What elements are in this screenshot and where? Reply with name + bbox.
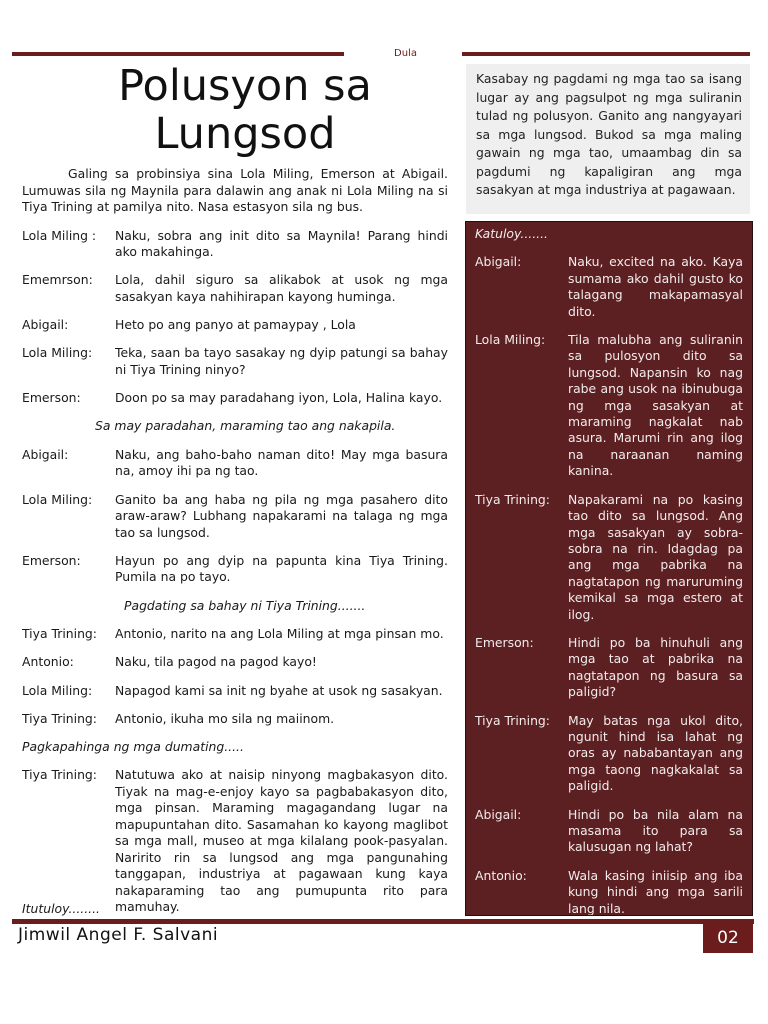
dialogue-block-3 [22, 626, 448, 727]
dialogue-text: Napakarami na po kasing tao dito sa lungsod. Ang mga sasakyan ay sobra-sobra na rin. Idagdag pa ang mga pabrika na nagtatapon ng maruruming kemikal sa mga estero at ilog. [568, 491, 743, 622]
dialogue-block-1 [22, 228, 448, 407]
speaker-name: Lola Miling: [475, 332, 546, 348]
top-rule-right [462, 52, 750, 56]
sidebar-intro-box [466, 64, 750, 214]
dialogue-line [22, 345, 448, 378]
dialogue-text: Ganito ba ang haba ng pila ng mga pasahero dito araw-araw? Lubhang napakarami na talaga ng mga tao sa lungsod. [115, 491, 448, 540]
stage-direction: Pagdating sa bahay ni Tiya Trining....... [124, 597, 366, 613]
dialogue-line [22, 711, 448, 728]
dialogue-line [475, 868, 743, 916]
stage-direction: Sa may paradahan, maraming tao ang nakapila. [95, 418, 396, 434]
speaker-name: Emerson: [22, 552, 81, 568]
speaker-name: Abigail: [475, 806, 522, 822]
title-line-2: Lungsod [154, 109, 336, 159]
dialogue-line [22, 553, 448, 586]
speaker-name: Tiya Trining: [475, 712, 550, 728]
top-rule-left [12, 52, 344, 56]
dialogue-block-right [475, 254, 743, 916]
dialogue-line [22, 390, 448, 407]
speaker-name: Ememrson: [22, 272, 93, 288]
author-name: Jimwil Angel F. Salvani [18, 925, 219, 945]
intro-paragraph: Galing sa probinsiya sina Lola Miling, Emerson at Abigail. Lumuwas sila ng Maynila para dalawin ang anak ni Lola Miling na si Tiya Trining at pamilya nito. Nasa estasyon sila ng bus. [22, 166, 448, 214]
dialogue-text: Heto po ang panyo at pamaypay , Lola [115, 317, 356, 333]
dialogue-text: Hindi po ba hinuhuli ang mga tao at pabrika na nagtatapon ng basura sa paligid? [568, 634, 743, 700]
sidebar-text: Kasabay ng pagdami ng mga tao sa isang lugar ay ang pagsulpot ng mga suliranin tulad ng polusyon. Ganito ang nangyayari sa mga lungsod. Bukod sa mga maling gawain ng mga tao, umaambag din sa pagdumi ng kapaligiran ang mga sasakyan at mga industriya at pagawaan. [476, 71, 742, 197]
dialogue-text: Teka, saan ba tayo sasakay ng dyip patungi sa bahay ni Tiya Trining ninyo? [115, 345, 448, 377]
page-number: 02 [703, 924, 753, 953]
speaker-name: Tiya Trining: [22, 625, 97, 641]
dialogue-text: Antonio, ikuha mo sila ng maiinom. [115, 710, 335, 726]
dialogue-text: Lola, dahil siguro sa alikabok at usok ng mga sasakyan kaya nahihirapan kayong huminga. [115, 272, 448, 304]
page-title [60, 62, 430, 158]
dialogue-text: Naku, excited na ako. Kaya sumama ako dahil gusto ko talagang makapamasyal dito. [568, 254, 743, 319]
dialogue-line [475, 713, 743, 795]
dialogue-block-2 [22, 447, 448, 586]
speaker-name: Lola Miling: [22, 682, 93, 698]
speaker-name: Antonio: [475, 867, 527, 883]
dialogue-text: Tila malubha ang suliranin sa pulosyon dito sa lungsod. Napansin ko nag rabe ang usok na ibinubuga ng mga sasakyan at maraming nagkalat nab asura. Marumi rin ang ilog na naraanan naming kanina. [568, 332, 743, 479]
dialogue-text: Antonio, narito na ang Lola Miling at mga pinsan mo. [115, 625, 444, 641]
panel-heading: Katuloy....... [475, 226, 548, 241]
dialogue-line [22, 654, 448, 671]
dialogue-text: Doon po sa may paradahang iyon, Lola, Halina kayo. [115, 390, 443, 406]
dialogue-text: May batas nga ukol dito, ngunit hind isa lahat ng oras ay nababantayan ang mga taong nagkakalat sa paligid. [568, 712, 743, 794]
speaker-name: Tiya Trining: [22, 767, 97, 783]
dialogue-line [22, 317, 448, 334]
continuation-panel [465, 221, 753, 916]
speaker-name: Lola Miling: [22, 345, 93, 361]
speaker-name: Abigail: [22, 446, 69, 462]
speaker-name: Lola Miling: [22, 491, 93, 507]
continued-note: Itutuloy........ [22, 901, 100, 916]
speaker-name: Abigail: [475, 254, 522, 270]
speaker-name: Tiya Trining: [475, 491, 550, 507]
speaker-name: Tiya Trining: [22, 710, 97, 726]
dialogue-line [475, 492, 743, 623]
dialogue-text: Naku, tila pagod na pagod kayo! [115, 654, 317, 670]
dialogue-line [22, 492, 448, 542]
speaker-name: Abigail: [22, 317, 69, 333]
dialogue-line [22, 683, 448, 700]
dialogue-block-4 [22, 767, 448, 916]
bottom-rule [12, 919, 754, 924]
dialogue-line [22, 767, 448, 916]
dialogue-text: Hindi po ba nila alam na masama ito para sa kalusugan ng lahat? [568, 806, 743, 855]
title-line-1: Polusyon sa [118, 61, 372, 111]
category-label: Dula [394, 48, 417, 59]
speaker-name: Emerson: [22, 390, 81, 406]
dialogue-line [475, 807, 743, 856]
dialogue-line [22, 626, 448, 643]
dialogue-text: Natutuwa ako at naisip ninyong magbakasyon dito. Tiyak na mag-e-enjoy kayo sa pagbabakasyon dito, mga pinsan. Maraming magagandang lugar na mapupuntahan dito. Sasamahan ko kayong maglibot sa mga mall, museo at mga kilalang pook-pasyalan. Naririto rin sa lungsod ang mga pangunahing tanggapan, industriya at pagawaan kung kaya nakaparaming tao ang pumupunta rito para mamuhay. [115, 767, 448, 915]
dialogue-text: Napagod kami sa init ng byahe at usok ng sasakyan. [115, 682, 443, 698]
dialogue-line [475, 635, 743, 701]
dialogue-text: Naku, ang baho-baho naman dito! May mga basura na, amoy ihi pa ng tao. [115, 446, 448, 479]
speaker-name: Emerson: [475, 634, 534, 650]
dialogue-line [22, 272, 448, 305]
dialogue-text: Naku, sobra ang init dito sa Maynila! Parang hindi ako makahinga. [115, 227, 448, 259]
dialogue-line [22, 228, 448, 261]
left-column [22, 166, 448, 928]
speaker-name: Antonio: [22, 654, 74, 670]
dialogue-line [475, 254, 743, 320]
speaker-name: Lola Miling : [22, 227, 97, 243]
stage-direction: Pagkapahinga ng mga dumating..... [22, 739, 244, 755]
dialogue-text: Wala kasing iniisip ang iba kung hindi ang mga sarili lang nila. [568, 867, 743, 916]
dialogue-line [22, 447, 448, 480]
dialogue-line [475, 332, 743, 480]
dialogue-text: Hayun po ang dyip na papunta kina Tiya Trining. Pumila na po tayo. [115, 552, 448, 585]
